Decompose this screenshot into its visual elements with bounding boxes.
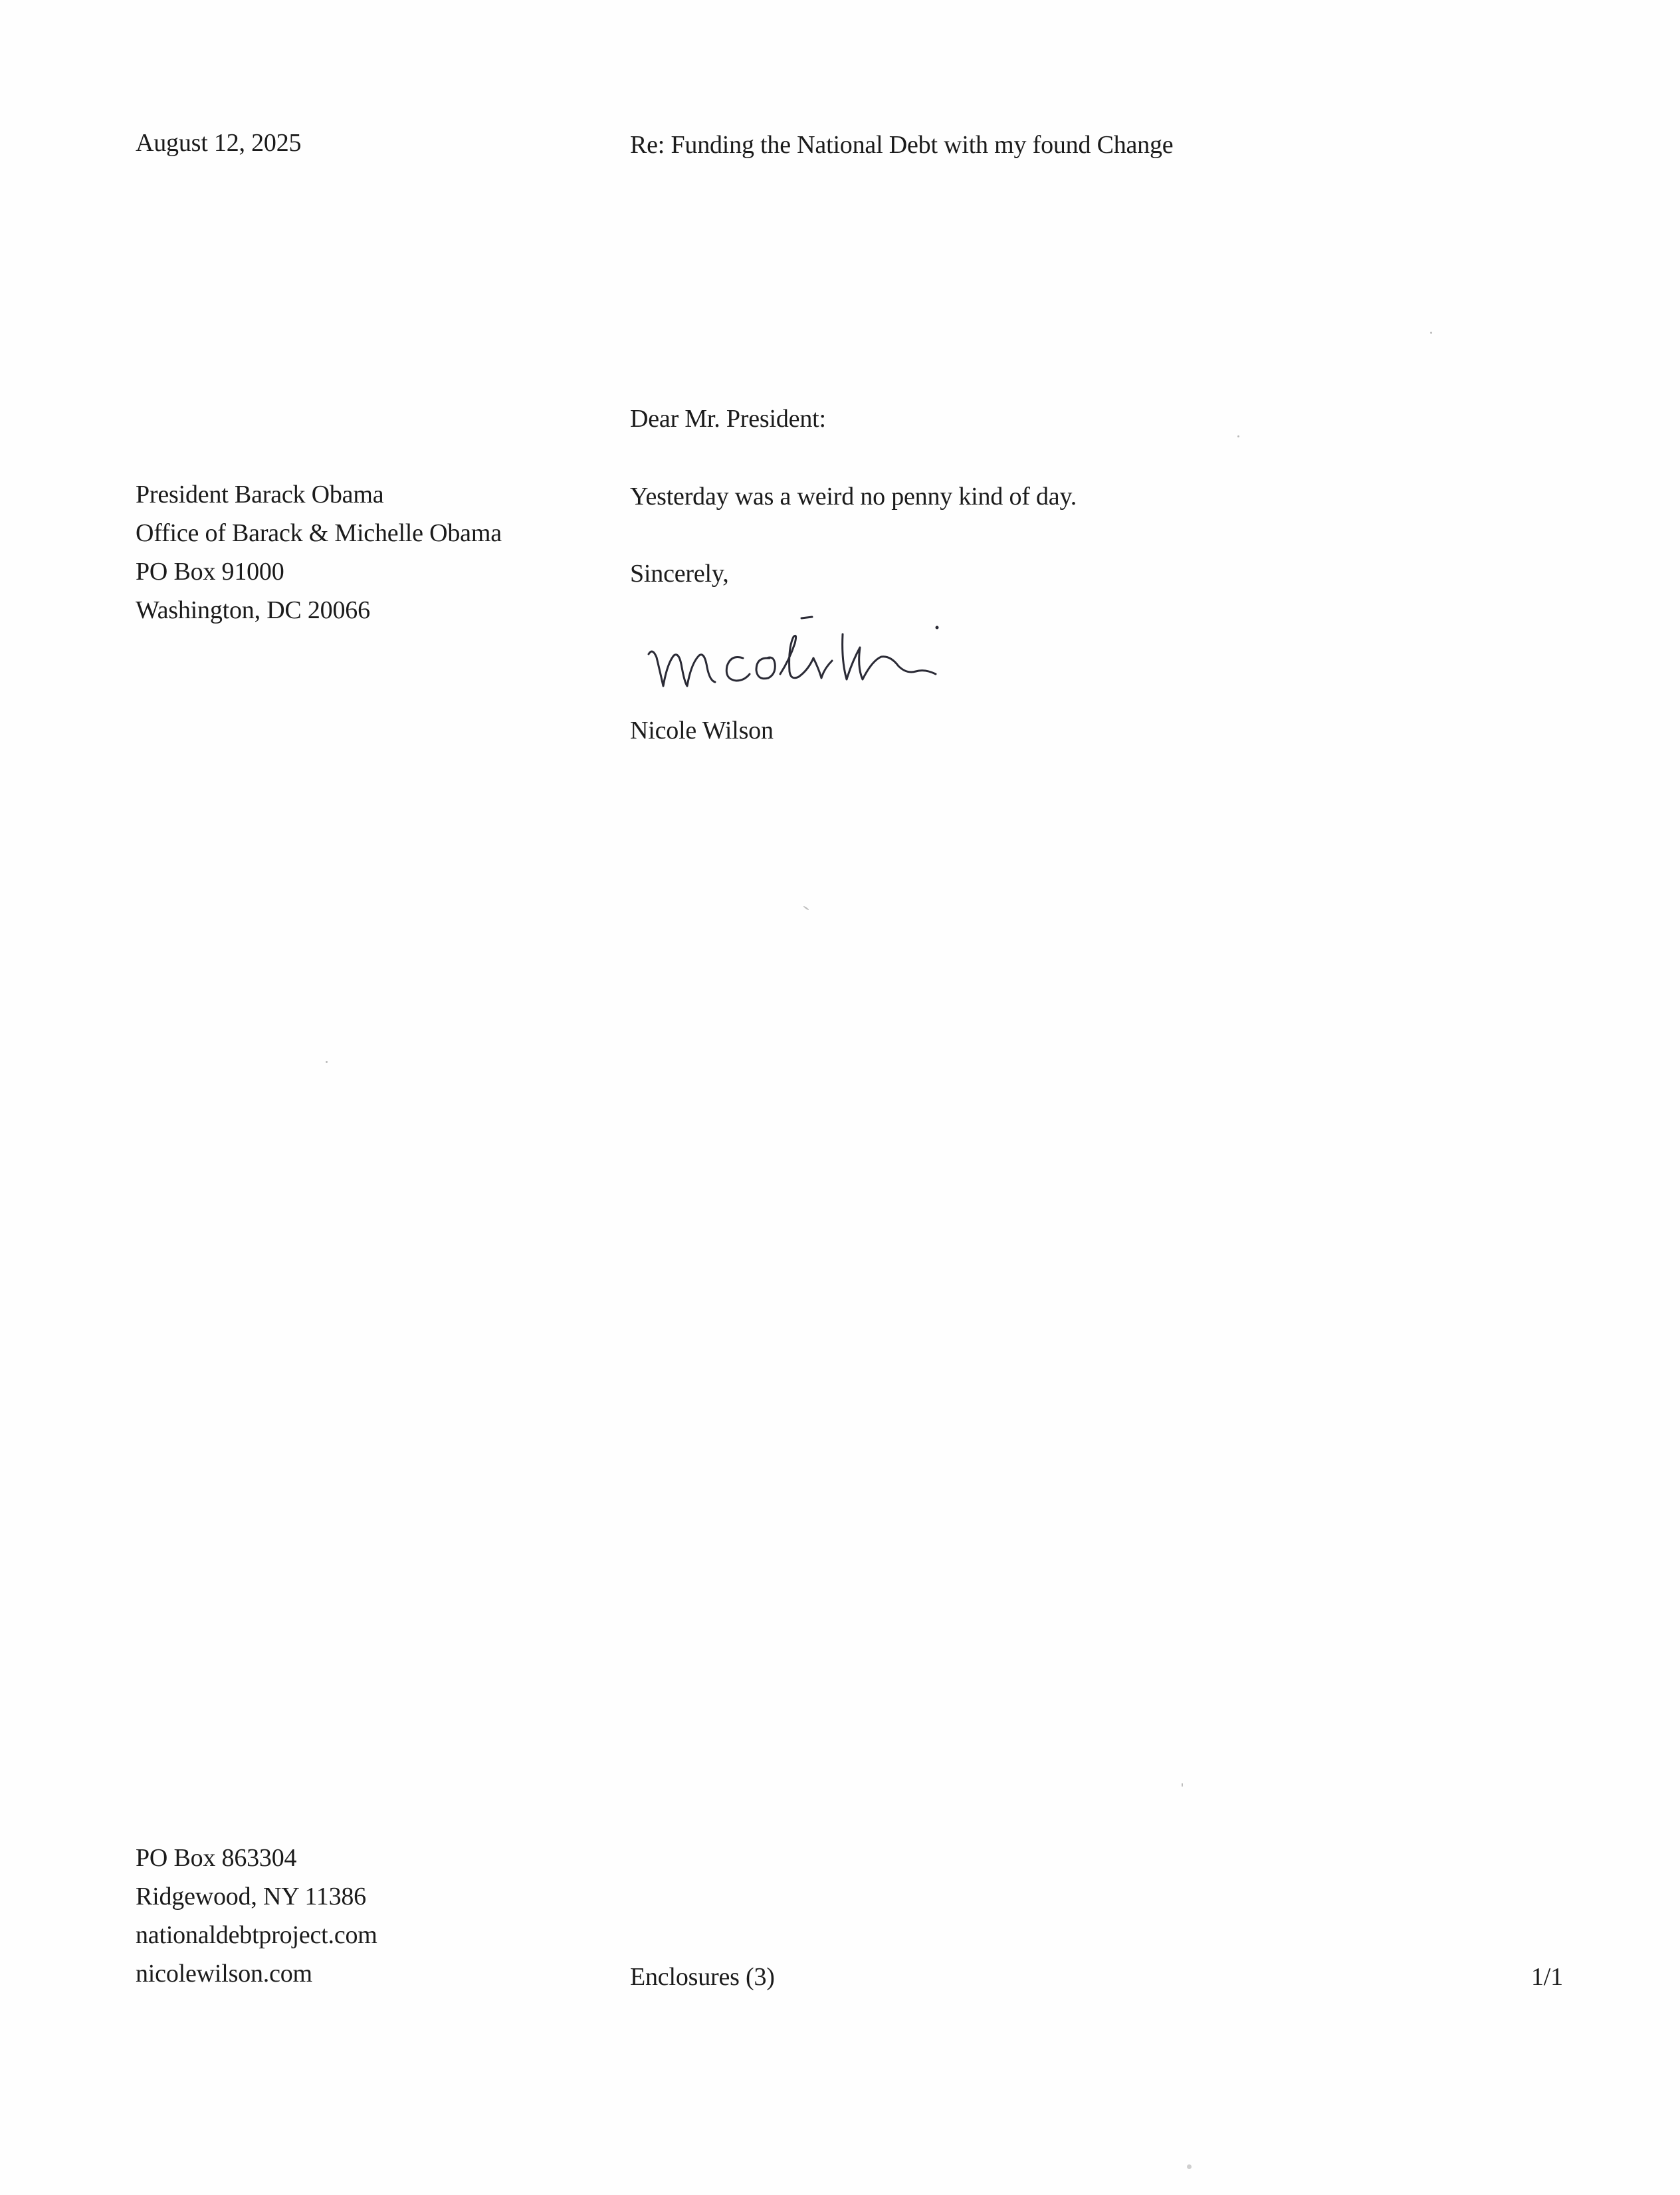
sender-website-project: nationaldebtproject.com	[136, 1921, 377, 1949]
scan-speck	[1237, 435, 1239, 437]
recipient-po-box: PO Box 91000	[136, 558, 284, 586]
recipient-city: Washington, DC 20066	[136, 596, 370, 624]
scan-speck	[1430, 332, 1432, 334]
scan-speck	[803, 905, 809, 910]
enclosures-note: Enclosures (3)	[630, 1963, 775, 1991]
scan-speck	[1182, 1783, 1183, 1787]
sender-po-box: PO Box 863304	[136, 1844, 297, 1872]
recipient-office: Office of Barack & Michelle Obama	[136, 519, 502, 547]
sender-city: Ridgewood, NY 11386	[136, 1883, 366, 1910]
scan-speck	[326, 1061, 328, 1063]
sender-website-personal: nicolewilson.com	[136, 1960, 312, 1988]
signer-name: Nicole Wilson	[630, 717, 774, 745]
scan-speck	[1187, 2164, 1192, 2169]
letter-date: August 12, 2025	[136, 129, 302, 157]
recipient-name: President Barack Obama	[136, 481, 384, 509]
page-number: 1/1	[1531, 1963, 1563, 1991]
recipient-address	[136, 475, 502, 630]
signature-icon	[643, 608, 976, 707]
closing: Sincerely,	[630, 560, 729, 588]
subject-line: Re: Funding the National Debt with my found Change	[630, 131, 1174, 159]
sender-address	[136, 1839, 377, 1993]
letter-body: Yesterday was a weird no penny kind of day.	[630, 483, 1077, 511]
salutation: Dear Mr. President:	[630, 405, 826, 433]
